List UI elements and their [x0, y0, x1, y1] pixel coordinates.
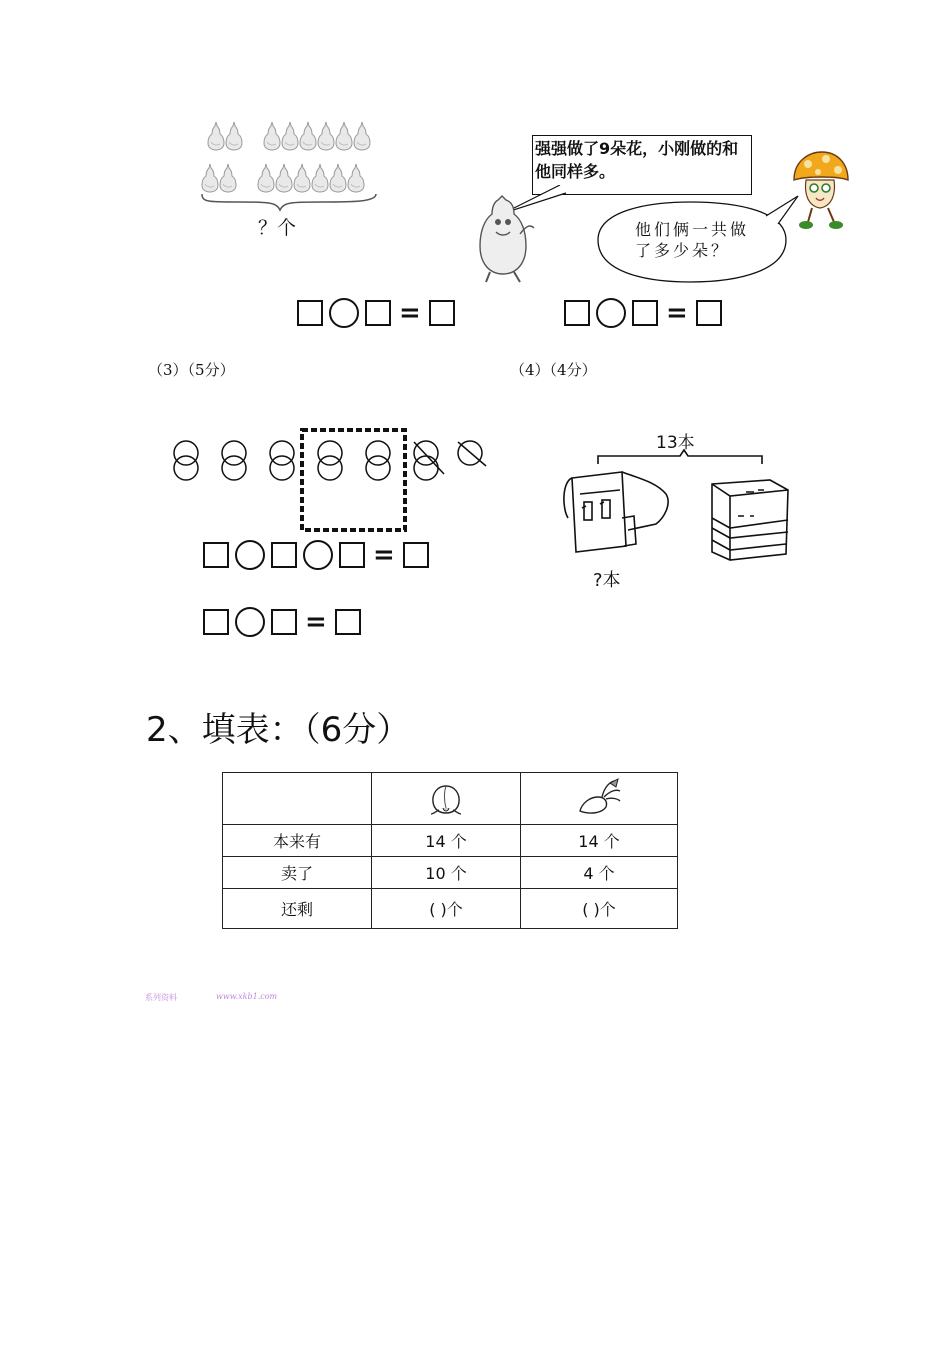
table-header-row	[223, 773, 678, 825]
equals-sign: =	[305, 607, 327, 637]
pear-character-icon	[476, 194, 538, 284]
peach-answer[interactable]: ( )个	[372, 889, 521, 929]
footer-link[interactable]: www.xkb1.com	[216, 992, 278, 1001]
equation-2	[564, 298, 722, 328]
section-heading: 2、填表：（6分）	[146, 710, 411, 750]
radish-icon	[574, 777, 624, 817]
operator-circle[interactable]	[235, 540, 265, 570]
total-books-label: 13本	[656, 433, 695, 453]
answer-box[interactable]	[297, 300, 323, 326]
pears-illustration	[198, 118, 383, 213]
table-row	[223, 857, 678, 889]
pear-row-bottom	[202, 164, 364, 192]
circles-illustration	[168, 424, 498, 534]
radish-value: 4 个	[521, 857, 678, 889]
radish-answer[interactable]: ( )个	[521, 889, 678, 929]
dashed-group-box	[302, 430, 405, 530]
footer-left: 系列资料	[145, 993, 177, 1002]
fill-table	[222, 772, 678, 929]
unknown-books-label: ?本	[593, 570, 621, 591]
equation-3	[203, 540, 429, 570]
pear-row-top	[208, 122, 370, 150]
answer-box[interactable]	[203, 609, 229, 635]
table-row	[223, 889, 678, 929]
mushroom-character-icon	[790, 150, 850, 235]
speech-text: 强强做了9朵花，小刚做的和他同样多。	[535, 139, 739, 181]
equation-1	[297, 298, 455, 328]
row-label: 还剩	[223, 889, 372, 929]
table-row	[223, 825, 678, 857]
answer-box[interactable]	[339, 542, 365, 568]
peach-value: 14 个	[372, 825, 521, 857]
operator-circle[interactable]	[596, 298, 626, 328]
equals-sign: =	[373, 540, 395, 570]
peach-icon	[429, 778, 463, 816]
answer-box[interactable]	[203, 542, 229, 568]
answer-box[interactable]	[632, 300, 658, 326]
operator-circle[interactable]	[329, 298, 359, 328]
answer-box[interactable]	[564, 300, 590, 326]
problem-4-label: （4）（4分）	[510, 361, 597, 379]
equals-sign: =	[399, 298, 421, 328]
bubble-text: 他们俩一共做了多少朵？	[635, 220, 750, 260]
answer-box[interactable]	[335, 609, 361, 635]
row-label: 卖了	[223, 857, 372, 889]
peach-value: 10 个	[372, 857, 521, 889]
row-label: 本来有	[223, 825, 372, 857]
answer-box[interactable]	[365, 300, 391, 326]
equation-4	[203, 607, 361, 637]
operator-circle[interactable]	[235, 607, 265, 637]
radish-value: 14 个	[521, 825, 678, 857]
answer-box[interactable]	[271, 609, 297, 635]
header-empty-cell	[223, 773, 372, 825]
brace	[202, 194, 376, 210]
top-brace	[598, 450, 762, 464]
header-radish-cell	[521, 773, 678, 825]
operator-circle[interactable]	[303, 540, 333, 570]
header-peach-cell	[372, 773, 521, 825]
equals-sign: =	[666, 298, 688, 328]
problem-3-label: （3）（5分）	[148, 361, 235, 379]
answer-box[interactable]	[271, 542, 297, 568]
answer-box[interactable]	[403, 542, 429, 568]
books-illustration	[560, 448, 810, 578]
school-bag-icon	[572, 472, 626, 552]
answer-box[interactable]	[696, 300, 722, 326]
question-label: ？个	[258, 217, 297, 239]
answer-box[interactable]	[429, 300, 455, 326]
